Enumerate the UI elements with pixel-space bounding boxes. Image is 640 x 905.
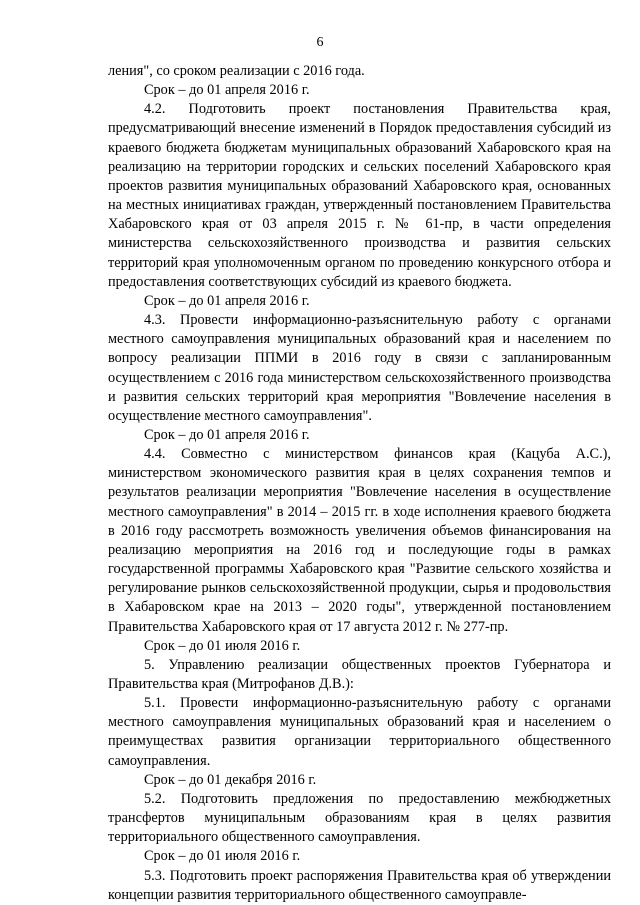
- deadline-line: Срок – до 01 апреля 2016 г.: [144, 292, 310, 309]
- deadline-line: Срок – до 01 декабря 2016 г.: [144, 771, 317, 788]
- document-paragraph: 5.1. Провести информационно-разъяснительную работу с органами местного самоуправления муниципальных образований края и населением о преимуществах развития организации территориального общественного самоуправления.: [108, 695, 611, 769]
- document-paragraph: 5.2. Подготовить предложения по предоставлению межбюджетных трансфертов муниципальным образованиям края в целях развития территориального общественного самоуправления.: [108, 790, 611, 846]
- deadline-line: Срок – до 01 апреля 2016 г.: [144, 426, 310, 443]
- document-paragraph: 4.2. Подготовить проект постановления Правительства края, предусматривающий внесение изменений в Порядок предоставления субсидий из краевого бюджета бюджетам муниципальных образований Хабаровского края на реализацию на территории городских и сельских поселений Хабаровского края проектов развития муниципальных образований Хабаровского края, основанных на местных инициативах граждан, утвержденный постановлением Правительства Хабаровского края от 03 апреля 2015 г. № 61-пр, в части определения министерства сельскохозяйственного производства и развития сельских территорий края уполномоченным органом по проведению конкурсного отбора и предоставления соответствующих субсидий из краевого бюджета.: [108, 101, 611, 290]
- deadline-line: Срок – до 01 июля 2016 г.: [144, 637, 301, 654]
- page-number: 6: [316, 35, 324, 50]
- document-body: [108, 62, 611, 905]
- document-paragraph: 5.3. Подготовить проект распоряжения Правительства края об утверждении концепции развития территориального общественного самоуправле-: [108, 867, 611, 903]
- document-paragraph: ления", со сроком реализации с 2016 года.: [108, 63, 365, 79]
- deadline-line: Срок – до 01 апреля 2016 г.: [144, 82, 310, 99]
- document-paragraph: 4.4. Совместно с министерством финансов края (Кацуба А.С.), министерством экономического развития края в целях сохранения темпов и результатов реализации мероприятия "Вовлечение населения в осуществление местного самоуправления" в 2014 – 2015 гг. в ходе исполнения краевого бюджета в 2016 году рассмотреть возможность увеличения объемов финансирования на реализацию мероприятия на 2016 год и последующие годы в рамках государственной программы Хабаровского края "Развитие сельского хозяйства и регулирование рынков сельскохозяйственной продукции, сырья и продовольствия в Хабаровском крае на 2013 – 2020 годы", утвержденной постановлением Правительства Хабаровского края от 17 августа 2012 г. № 277-пр.: [108, 446, 611, 635]
- document-paragraph: 5. Управлению реализации общественных проектов Губернатора и Правительства края (Митрофанов Д.В.):: [108, 656, 611, 692]
- deadline-line: Срок – до 01 июля 2016 г.: [144, 848, 301, 865]
- document-paragraph: 4.3. Провести информационно-разъяснительную работу с органами местного самоуправления муниципальных образований края и населением по вопросу реализации ППМИ в 2016 году в связи с запланированным осуществлением с 2016 года министерством сельскохозяйственного производства и развития сельских территорий края мероприятия "Вовлечение населения в осуществление местного самоуправления".: [108, 312, 611, 424]
